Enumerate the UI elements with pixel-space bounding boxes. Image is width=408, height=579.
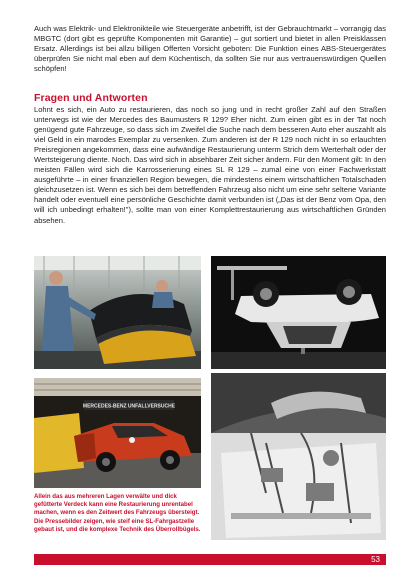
section-heading: Fragen und Antworten xyxy=(34,92,148,104)
photo-roll-bar-mechanism xyxy=(211,373,386,540)
photo-rollover-test xyxy=(211,256,386,369)
photo-caption: Allein das aus mehreren Lagen verwälte und dick gefütterte Verdeck kann eine Restaurierung unrentabel machen, wenn es den Zeitwert des Fahrzeugs übersteigt. Die Pressebilder zeigen, wie steif eine SL-Fahrgastzelle gebaut ist, und die komplexe Technik des Überrollbügels. xyxy=(34,493,201,533)
intro-paragraph: Auch was Elektrik- und Elektronikteile wie Steuergeräte anbetrifft, ist der Gebrauchtmarkt – vorrangig das MBGTC (dort gibt es geprüfte Komponenten mit Garantie) – gut sortiert und bietet in allen Preisklassen Ersatz. Allerdings ist bei allzu billigen Offerten Vorsicht geboten: Die Funktion eines ABS-Steuergerätes überprüfen Sie nicht mal eben auf dem Küchentisch, da sollten Sie nur aus vertrauenswürdigen Quellen schöpfen! xyxy=(34,24,386,74)
crash-sign-text: MERCEDES-BENZ UNFALLVERSUCHE xyxy=(82,403,176,410)
footer-bar xyxy=(34,554,386,565)
photo-soft-top-assembly xyxy=(34,256,201,369)
section-body: Lohnt es sich, ein Auto zu restaurieren, das noch so jung und in recht großer Zahl auf den Straßen unterwegs ist wie der Mercedes des Baumusters R 129? Eher nicht. Zum einen gibt es in der Tat noch genügend gute Fahrzeuge, so dass sich im Zweifel die Suche nach dem besseren Auto eher auszahlt als viel Geld in ein marodes Exemplar zu versenken. Zum anderen ist der R 129 noch nicht in so erlauchten Preisregionen angekommen, dass eine aufwändige Restaurierung unterm Strich dem Werterhalt oder der Wertsteigerung diente. Noch. Das wird sich in absehbarer Zeit sicher ändern. Für den Moment gilt: In den meisten Fällen wird sich die Karrosserierung eines SL R 129 – zumal eine von einer Fachwerkstatt ausgeführte – in einer finanziellen Region bewegen, die mindestens einem wirtschaftlichen Totalschaden gleichzusetzen ist. Wenn es sich bei dem betreffenden Fahrzeug also nicht um eine sehr seltene Variante handelt oder eventuell eine persönliche Geschichte damit verbunden ist („Das ist der Benz vom Opa, den will ich unbedingt erhalten!"), sollte man von einer Komplettrestaurierung aus wirtschaftlichen Gründen absehen. xyxy=(34,105,386,225)
photo-crash-test xyxy=(34,378,201,488)
page-number: 53 xyxy=(371,555,380,564)
